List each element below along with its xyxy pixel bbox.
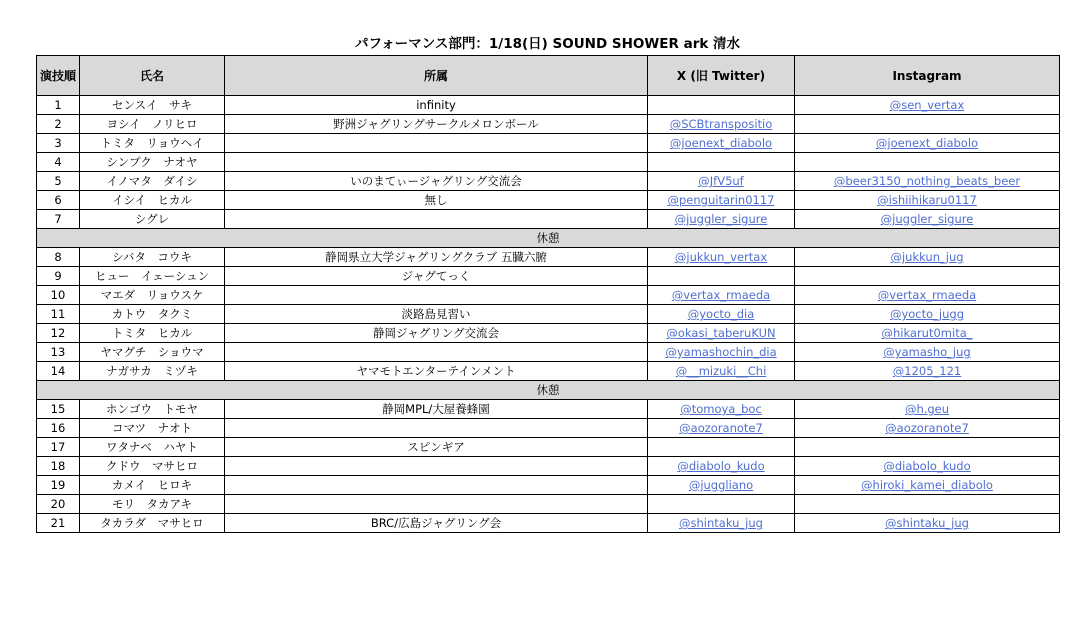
table-row: [37, 362, 1060, 381]
instagram-handle-cell: [795, 324, 1060, 343]
instagram-handle-cell: [795, 115, 1060, 134]
instagram-handle-cell: [795, 286, 1060, 305]
x-handle-link[interactable]: @SCBtranspositio: [669, 117, 773, 131]
table-row: [37, 286, 1060, 305]
instagram-handle-cell: [795, 210, 1060, 229]
table-row: [37, 457, 1060, 476]
break-row: [37, 229, 1060, 248]
name-cell: トミタ リョウヘイ: [80, 134, 225, 153]
order-cell: 21: [37, 514, 80, 533]
name-cell: イノマタ ダイシ: [80, 172, 225, 191]
order-cell: 18: [37, 457, 80, 476]
affiliation-cell: infinity: [225, 96, 648, 115]
affiliation-cell: ジャグてっく: [225, 267, 648, 286]
x-handle-link[interactable]: @JfV5uf: [698, 174, 744, 188]
instagram-handle-cell: [795, 400, 1060, 419]
instagram-handle-cell: [795, 343, 1060, 362]
x-handle-cell: [648, 286, 795, 305]
page-title: パフォーマンス部門：1/18(日) SOUND SHOWER ark 清水: [354, 36, 741, 52]
instagram-handle-link[interactable]: @shintaku_jug: [885, 516, 969, 530]
table-row: [37, 153, 1060, 172]
x-handle-cell: [648, 115, 795, 134]
order-cell: 14: [37, 362, 80, 381]
affiliation-cell: [225, 134, 648, 153]
instagram-handle-link[interactable]: @hiroki_kamei_diabolo: [861, 478, 993, 492]
instagram-handle-cell: [795, 476, 1060, 495]
x-handle-link[interactable]: @shintaku_jug: [679, 516, 763, 530]
name-cell: ヨシイ ノリヒロ: [80, 115, 225, 134]
instagram-handle-link[interactable]: @vertax_rmaeda: [877, 288, 977, 302]
x-handle-link[interactable]: @__mizuki__Chi: [675, 364, 767, 378]
x-handle-cell: [648, 476, 795, 495]
instagram-handle-link[interactable]: @jukkun_jug: [890, 250, 964, 264]
name-cell: カトウ タクミ: [80, 305, 225, 324]
x-handle-link[interactable]: @joenext_diabolo: [669, 136, 773, 150]
x-handle-cell: [648, 134, 795, 153]
x-handle-cell: [648, 248, 795, 267]
name-cell: シンプク ナオヤ: [80, 153, 225, 172]
x-handle-link[interactable]: @yamashochin_dia: [665, 345, 777, 359]
affiliation-cell: [225, 495, 648, 514]
instagram-handle-link[interactable]: @beer3150_nothing_beats_beer: [833, 174, 1021, 188]
name-cell: センスイ サキ: [80, 96, 225, 115]
instagram-handle-cell: [795, 438, 1060, 457]
affiliation-cell: いのまてぃージャグリング交流会: [225, 172, 648, 191]
x-handle-cell: [648, 172, 795, 191]
x-handle-link[interactable]: @tomoya_boc: [680, 402, 762, 416]
instagram-handle-link[interactable]: @hikarut0mita_: [881, 326, 973, 340]
affiliation-cell: [225, 210, 648, 229]
header-name: 氏名: [80, 56, 225, 96]
instagram-handle-cell: [795, 153, 1060, 172]
name-cell: トミタ ヒカル: [80, 324, 225, 343]
order-cell: 13: [37, 343, 80, 362]
x-handle-cell: [648, 96, 795, 115]
order-cell: 15: [37, 400, 80, 419]
instagram-handle-link[interactable]: @ishiihikaru0117: [877, 193, 977, 207]
affiliation-cell: [225, 343, 648, 362]
order-cell: 10: [37, 286, 80, 305]
x-handle-cell: [648, 457, 795, 476]
table-row: [37, 172, 1060, 191]
x-handle-cell: [648, 267, 795, 286]
table-row: [37, 305, 1060, 324]
table-row: [37, 191, 1060, 210]
x-handle-cell: [648, 305, 795, 324]
table-row: [37, 419, 1060, 438]
instagram-handle-link[interactable]: @diabolo_kudo: [883, 459, 971, 473]
table-row: [37, 210, 1060, 229]
order-cell: 4: [37, 153, 80, 172]
name-cell: ワタナベ ハヤト: [80, 438, 225, 457]
order-cell: 19: [37, 476, 80, 495]
affiliation-cell: スピンギア: [225, 438, 648, 457]
order-cell: 2: [37, 115, 80, 134]
instagram-handle-link[interactable]: @juggler_sigure: [880, 212, 974, 226]
name-cell: ヤマグチ ショウマ: [80, 343, 225, 362]
instagram-handle-cell: [795, 172, 1060, 191]
affiliation-cell: 野洲ジャグリングサークルメロンボール: [225, 115, 648, 134]
table-row: [37, 495, 1060, 514]
affiliation-cell: [225, 153, 648, 172]
name-cell: シバタ コウキ: [80, 248, 225, 267]
x-handle-cell: [648, 438, 795, 457]
name-cell: イシイ ヒカル: [80, 191, 225, 210]
affiliation-cell: [225, 457, 648, 476]
order-cell: 17: [37, 438, 80, 457]
table-row: [37, 476, 1060, 495]
performance-schedule-table: [36, 55, 1060, 533]
instagram-handle-cell: [795, 248, 1060, 267]
order-cell: 11: [37, 305, 80, 324]
x-handle-cell: [648, 153, 795, 172]
name-cell: マエダ リョウスケ: [80, 286, 225, 305]
instagram-handle-cell: [795, 362, 1060, 381]
header-row: [37, 56, 1060, 96]
order-cell: 1: [37, 96, 80, 115]
affiliation-cell: 淡路島見習い: [225, 305, 648, 324]
x-handle-link[interactable]: @aozoranote7: [679, 421, 763, 435]
x-handle-link[interactable]: @jukkun_vertax: [674, 250, 768, 264]
instagram-handle-link[interactable]: @h.geu: [904, 402, 950, 416]
break-label: 休憩: [37, 381, 1060, 400]
name-cell: モリ タカアキ: [80, 495, 225, 514]
table-row: [37, 267, 1060, 286]
name-cell: カメイ ヒロキ: [80, 476, 225, 495]
name-cell: タカラダ マサヒロ: [80, 514, 225, 533]
instagram-handle-cell: [795, 191, 1060, 210]
name-cell: ナガサカ ミヅキ: [80, 362, 225, 381]
x-handle-cell: [648, 210, 795, 229]
affiliation-cell: [225, 476, 648, 495]
affiliation-cell: 静岡県立大学ジャグリングクラブ 五臓六腑: [225, 248, 648, 267]
header-instagram: Instagram: [795, 56, 1060, 96]
instagram-handle-cell: [795, 96, 1060, 115]
x-handle-link[interactable]: @juggler_sigure: [674, 212, 768, 226]
header-affiliation: 所属: [225, 56, 648, 96]
name-cell: ヒュー イェーシュン: [80, 267, 225, 286]
order-cell: 6: [37, 191, 80, 210]
affiliation-cell: ヤマモトエンターテインメント: [225, 362, 648, 381]
instagram-handle-cell: [795, 495, 1060, 514]
table-row: [37, 96, 1060, 115]
affiliation-cell: 静岡ジャグリング交流会: [225, 324, 648, 343]
name-cell: クドウ マサヒロ: [80, 457, 225, 476]
x-handle-link[interactable]: @penguitarin0117: [667, 193, 775, 207]
order-cell: 12: [37, 324, 80, 343]
table-row: [37, 324, 1060, 343]
instagram-handle-link[interactable]: @yocto_jugg: [889, 307, 965, 321]
x-handle-cell: [648, 362, 795, 381]
name-cell: ホンゴウ トモヤ: [80, 400, 225, 419]
instagram-handle-cell: [795, 457, 1060, 476]
affiliation-cell: 無し: [225, 191, 648, 210]
x-handle-cell: [648, 343, 795, 362]
order-cell: 5: [37, 172, 80, 191]
x-handle-cell: [648, 419, 795, 438]
order-cell: 20: [37, 495, 80, 514]
affiliation-cell: [225, 286, 648, 305]
affiliation-cell: [225, 419, 648, 438]
instagram-handle-cell: [795, 134, 1060, 153]
break-row: [37, 381, 1060, 400]
order-cell: 16: [37, 419, 80, 438]
name-cell: コマツ ナオト: [80, 419, 225, 438]
instagram-handle-link[interactable]: @sen_vertax: [889, 98, 965, 112]
x-handle-link[interactable]: @diabolo_kudo: [677, 459, 765, 473]
instagram-handle-link[interactable]: @1205_121: [892, 364, 962, 378]
table-row: [37, 400, 1060, 419]
x-handle-link[interactable]: @okasi_taberuKUN: [666, 326, 776, 340]
x-handle-cell: [648, 495, 795, 514]
x-handle-link[interactable]: @juggliano: [688, 478, 754, 492]
affiliation-cell: BRC/広島ジャグリング会: [225, 514, 648, 533]
name-cell: シグレ: [80, 210, 225, 229]
instagram-handle-link[interactable]: @yamasho_jug: [883, 345, 971, 359]
instagram-handle-link[interactable]: @aozoranote7: [885, 421, 969, 435]
x-handle-link[interactable]: @yocto_dia: [687, 307, 755, 321]
instagram-handle-link[interactable]: @joenext_diabolo: [875, 136, 979, 150]
affiliation-cell: 静岡MPL/大屋養蜂園: [225, 400, 648, 419]
x-handle-link[interactable]: @vertax_rmaeda: [671, 288, 771, 302]
header-order: 演技順: [37, 56, 80, 96]
table-row: [37, 343, 1060, 362]
instagram-handle-cell: [795, 419, 1060, 438]
instagram-handle-cell: [795, 267, 1060, 286]
table-row: [37, 248, 1060, 267]
x-handle-cell: [648, 191, 795, 210]
order-cell: 9: [37, 267, 80, 286]
header-x: X (旧 Twitter): [648, 56, 795, 96]
order-cell: 8: [37, 248, 80, 267]
instagram-handle-cell: [795, 305, 1060, 324]
order-cell: 7: [37, 210, 80, 229]
x-handle-cell: [648, 324, 795, 343]
table-row: [37, 514, 1060, 533]
instagram-handle-cell: [795, 514, 1060, 533]
x-handle-cell: [648, 400, 795, 419]
table-row: [37, 115, 1060, 134]
order-cell: 3: [37, 134, 80, 153]
table-row: [37, 134, 1060, 153]
table-row: [37, 438, 1060, 457]
x-handle-cell: [648, 514, 795, 533]
break-label: 休憩: [37, 229, 1060, 248]
